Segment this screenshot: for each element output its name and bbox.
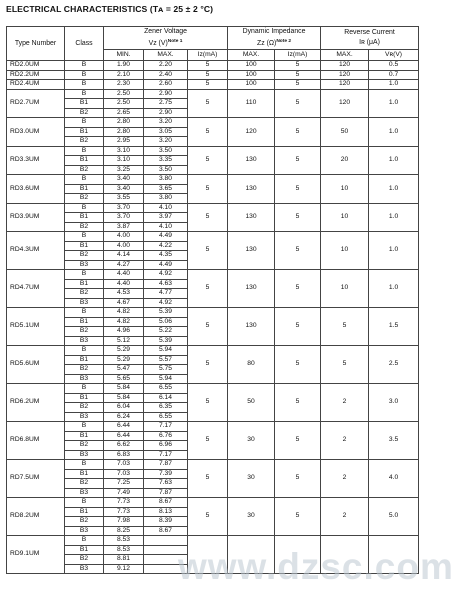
vz-max-cell: 6.96 — [144, 441, 188, 451]
class-cell: B — [65, 422, 104, 432]
class-cell: B — [65, 460, 104, 470]
type-number-cell: RD4.3UM — [7, 232, 65, 270]
vz-max-cell: 7.39 — [144, 469, 188, 479]
reverse-current-label: Reverse Current — [344, 29, 395, 36]
zz-max-cell: 30 — [228, 498, 275, 536]
vz-max-cell: 5.75 — [144, 365, 188, 375]
vz-min-cell: 7.73 — [104, 507, 144, 517]
class-cell: B2 — [65, 137, 104, 147]
zz-max-cell: 110 — [228, 89, 275, 118]
vz-max-cell: 7.17 — [144, 422, 188, 432]
col-header-min: MIN. — [104, 50, 144, 61]
zz-iz-cell: 5 — [275, 422, 321, 460]
vz-max-cell: 4.63 — [144, 279, 188, 289]
iz-cell: 5 — [188, 232, 228, 270]
vz-min-cell: 2.80 — [104, 127, 144, 137]
vr-cell: 1.0 — [369, 232, 419, 270]
table-row — [7, 203, 419, 213]
vz-max-cell: 6.55 — [144, 384, 188, 394]
vz-max-cell: 2.75 — [144, 99, 188, 109]
vz-max-cell: 3.20 — [144, 137, 188, 147]
type-number-cell: RD4.7UM — [7, 270, 65, 308]
class-cell: B2 — [65, 251, 104, 261]
vz-min-cell: 4.00 — [104, 232, 144, 242]
vz-min-cell: 2.30 — [104, 80, 144, 90]
table-row — [7, 498, 419, 508]
iz-cell: 5 — [188, 70, 228, 80]
class-cell: B1 — [65, 99, 104, 109]
table-row — [7, 384, 419, 394]
class-cell: B2 — [65, 165, 104, 175]
vz-max-cell: 8.39 — [144, 517, 188, 527]
electrical-characteristics-table — [6, 26, 419, 574]
class-cell: B3 — [65, 336, 104, 346]
class-cell: B3 — [65, 260, 104, 270]
class-cell: B3 — [65, 298, 104, 308]
vz-min-cell: 9.12 — [104, 564, 144, 574]
vz-max-cell: 8.13 — [144, 507, 188, 517]
zz-max-cell: 130 — [228, 146, 275, 175]
col-header-iz: Iz(mA) — [188, 50, 228, 61]
vz-min-cell: 3.87 — [104, 222, 144, 232]
ir-max-cell: 120 — [321, 80, 369, 90]
vz-min-cell: 3.70 — [104, 213, 144, 223]
vz-max-cell: 7.87 — [144, 488, 188, 498]
vz-min-cell: 5.29 — [104, 346, 144, 356]
vz-max-cell: 4.10 — [144, 203, 188, 213]
class-cell: B1 — [65, 127, 104, 137]
zz-iz-cell: 5 — [275, 80, 321, 90]
vz-max-cell: 6.55 — [144, 412, 188, 422]
vz-min-cell: 5.65 — [104, 374, 144, 384]
type-number-cell: RD3.0UM — [7, 118, 65, 147]
reverse-current-symbol: Iʀ (μA) — [359, 39, 380, 46]
class-cell: B1 — [65, 507, 104, 517]
ir-max-cell: 120 — [321, 61, 369, 71]
vz-min-cell: 7.03 — [104, 469, 144, 479]
iz-cell: 5 — [188, 346, 228, 384]
vz-min-cell: 8.53 — [104, 536, 144, 546]
zz-max-cell: 50 — [228, 384, 275, 422]
class-cell: B1 — [65, 545, 104, 555]
class-cell: B2 — [65, 441, 104, 451]
vr-cell: 1.0 — [369, 203, 419, 232]
col-header-class: Class — [65, 27, 104, 61]
vz-max-cell: 4.35 — [144, 251, 188, 261]
zz-max-cell: 80 — [228, 346, 275, 384]
vr-cell: 1.0 — [369, 146, 419, 175]
iz-cell: 5 — [188, 460, 228, 498]
class-cell: B2 — [65, 479, 104, 489]
vz-min-cell: 8.25 — [104, 526, 144, 536]
vz-max-cell: 4.49 — [144, 232, 188, 242]
vz-max-cell: 4.10 — [144, 222, 188, 232]
vz-min-cell: 2.95 — [104, 137, 144, 147]
vz-max-cell: 3.05 — [144, 127, 188, 137]
vz-min-cell: 3.70 — [104, 203, 144, 213]
class-cell: B3 — [65, 526, 104, 536]
note-2: Note 2 — [276, 39, 292, 44]
vz-min-cell: 4.40 — [104, 279, 144, 289]
col-header-zz-max: MAX. — [228, 50, 275, 61]
ir-max-cell: 2 — [321, 460, 369, 498]
zz-iz-cell: 5 — [275, 308, 321, 346]
class-cell: B2 — [65, 403, 104, 413]
type-number-cell: RD9.1UM — [7, 536, 65, 574]
vz-max-cell: 3.80 — [144, 194, 188, 204]
vz-max-cell: 4.92 — [144, 270, 188, 280]
vz-min-cell: 3.40 — [104, 175, 144, 185]
class-cell: B2 — [65, 327, 104, 337]
vz-min-cell: 2.80 — [104, 118, 144, 128]
vz-max-cell: 7.87 — [144, 460, 188, 470]
vz-max-cell: 4.49 — [144, 260, 188, 270]
page-title: ELECTRICAL CHARACTERISTICS (Tᴀ = 25 ± 2 °C) — [6, 4, 214, 14]
iz-cell: 5 — [188, 422, 228, 460]
vz-max-cell: 2.60 — [144, 80, 188, 90]
class-cell: B — [65, 270, 104, 280]
vz-min-cell: 3.25 — [104, 165, 144, 175]
table-body — [7, 61, 419, 574]
vz-max-cell: 4.92 — [144, 298, 188, 308]
vz-min-cell: 5.84 — [104, 384, 144, 394]
vz-max-cell: 8.67 — [144, 498, 188, 508]
type-number-cell: RD3.9UM — [7, 203, 65, 232]
iz-cell: 5 — [188, 498, 228, 536]
vz-max-cell: 5.22 — [144, 327, 188, 337]
vz-min-cell: 6.04 — [104, 403, 144, 413]
ir-max-cell: 10 — [321, 203, 369, 232]
iz-cell: 5 — [188, 384, 228, 422]
iz-cell: 5 — [188, 308, 228, 346]
vz-min-cell: 4.27 — [104, 260, 144, 270]
iz-cell: 5 — [188, 80, 228, 90]
class-cell: B2 — [65, 555, 104, 565]
vz-min-cell: 6.44 — [104, 422, 144, 432]
class-cell: B2 — [65, 517, 104, 527]
vz-max-cell: 2.90 — [144, 89, 188, 99]
type-number-cell: RD3.6UM — [7, 175, 65, 204]
vr-cell: 0.7 — [369, 70, 419, 80]
vz-max-cell: 3.20 — [144, 118, 188, 128]
zz-iz-cell: 5 — [275, 346, 321, 384]
zz-iz-cell: 5 — [275, 175, 321, 204]
iz-cell: 5 — [188, 61, 228, 71]
zz-max-cell: 100 — [228, 61, 275, 71]
class-cell: B — [65, 70, 104, 80]
type-number-cell: RD3.3UM — [7, 146, 65, 175]
vz-min-cell: 7.49 — [104, 488, 144, 498]
col-header-max: MAX. — [144, 50, 188, 61]
col-header-vr: Vʀ(V) — [369, 50, 419, 61]
ir-max-cell: 120 — [321, 89, 369, 118]
table-row — [7, 80, 419, 90]
vz-max-cell: 8.67 — [144, 526, 188, 536]
vz-min-cell: 5.84 — [104, 393, 144, 403]
class-cell: B3 — [65, 374, 104, 384]
vr-cell: 1.0 — [369, 175, 419, 204]
table-row — [7, 536, 419, 546]
vz-min-cell: 6.44 — [104, 431, 144, 441]
class-cell: B1 — [65, 156, 104, 166]
class-cell: B1 — [65, 355, 104, 365]
iz-cell: 5 — [188, 118, 228, 147]
zz-iz-cell: 5 — [275, 384, 321, 422]
vz-max-cell: 4.77 — [144, 289, 188, 299]
class-cell: B2 — [65, 194, 104, 204]
class-cell: B — [65, 536, 104, 546]
class-cell: B1 — [65, 241, 104, 251]
vr-cell: 1.0 — [369, 89, 419, 118]
zener-voltage-symbol: Vz (V) — [148, 40, 168, 47]
vz-min-cell: 2.50 — [104, 99, 144, 109]
ir-max-cell: 120 — [321, 70, 369, 80]
class-cell: B1 — [65, 279, 104, 289]
zz-max-cell: 130 — [228, 270, 275, 308]
vz-max-cell: 7.63 — [144, 479, 188, 489]
zz-max-cell: 130 — [228, 203, 275, 232]
vz-min-cell: 8.53 — [104, 545, 144, 555]
class-cell: B3 — [65, 450, 104, 460]
zz-max-cell: 100 — [228, 70, 275, 80]
vz-max-cell: 6.14 — [144, 393, 188, 403]
class-cell: B1 — [65, 213, 104, 223]
vz-min-cell: 6.83 — [104, 450, 144, 460]
type-number-cell: RD6.2UM — [7, 384, 65, 422]
vz-max-cell: 2.90 — [144, 108, 188, 118]
ir-max-cell: 10 — [321, 175, 369, 204]
class-cell: B — [65, 308, 104, 318]
vr-cell: 4.0 — [369, 460, 419, 498]
dynamic-impedance-symbol: Zz (Ω) — [257, 40, 277, 47]
zz-iz-cell: 5 — [275, 460, 321, 498]
vz-max-cell: 5.39 — [144, 336, 188, 346]
type-number-cell: RD7.5UM — [7, 460, 65, 498]
ir-max-cell: 2 — [321, 384, 369, 422]
vz-min-cell: 4.40 — [104, 270, 144, 280]
table-row — [7, 232, 419, 242]
vz-min-cell: 5.12 — [104, 336, 144, 346]
table-row — [7, 346, 419, 356]
vz-max-cell: 5.39 — [144, 308, 188, 318]
note-1: Note 1 — [167, 39, 183, 44]
col-header-dynamic-impedance — [228, 27, 321, 50]
vz-max-cell: 5.94 — [144, 374, 188, 384]
vr-cell: 1.5 — [369, 308, 419, 346]
vr-cell: 0.5 — [369, 61, 419, 71]
vz-min-cell: 4.53 — [104, 289, 144, 299]
col-header-type: Type Number — [7, 27, 65, 61]
iz-cell: 5 — [188, 146, 228, 175]
vz-max-cell: 2.20 — [144, 61, 188, 71]
vr-cell: 2.5 — [369, 346, 419, 384]
class-cell: B — [65, 203, 104, 213]
table-row — [7, 146, 419, 156]
class-cell: B1 — [65, 469, 104, 479]
zz-iz-cell: 5 — [275, 118, 321, 147]
ir-max-cell: 10 — [321, 232, 369, 270]
iz-cell: 5 — [188, 270, 228, 308]
zz-max-cell: 100 — [228, 80, 275, 90]
vz-min-cell: 4.14 — [104, 251, 144, 261]
zz-max-cell: 120 — [228, 118, 275, 147]
vz-min-cell: 7.73 — [104, 498, 144, 508]
vr-cell: 1.0 — [369, 80, 419, 90]
type-number-cell: RD2.2UM — [7, 70, 65, 80]
vz-min-cell: 5.29 — [104, 355, 144, 365]
type-number-cell: RD2.0UM — [7, 61, 65, 71]
watermark: www.dzsc.com — [178, 546, 454, 587]
vr-cell: 1.0 — [369, 118, 419, 147]
vz-min-cell: 3.10 — [104, 146, 144, 156]
type-number-cell: RD6.8UM — [7, 422, 65, 460]
vz-min-cell: 8.81 — [104, 555, 144, 565]
table-row — [7, 175, 419, 185]
class-cell: B — [65, 175, 104, 185]
vz-min-cell: 2.10 — [104, 70, 144, 80]
table-row — [7, 61, 419, 71]
class-cell: B — [65, 146, 104, 156]
vz-min-cell: 7.98 — [104, 517, 144, 527]
vz-min-cell: 4.00 — [104, 241, 144, 251]
table-row — [7, 70, 419, 80]
table-row — [7, 118, 419, 128]
vz-min-cell: 2.50 — [104, 89, 144, 99]
type-number-cell: RD8.2UM — [7, 498, 65, 536]
zz-iz-cell: 5 — [275, 498, 321, 536]
class-cell: B1 — [65, 393, 104, 403]
ir-max-cell: 5 — [321, 308, 369, 346]
vz-max-cell: 3.35 — [144, 156, 188, 166]
ir-max-cell: 50 — [321, 118, 369, 147]
zz-iz-cell: 5 — [275, 70, 321, 80]
class-cell: B3 — [65, 412, 104, 422]
ir-max-cell: 2 — [321, 498, 369, 536]
vz-max-cell: 3.65 — [144, 184, 188, 194]
vz-min-cell: 6.62 — [104, 441, 144, 451]
table-row — [7, 89, 419, 99]
vz-max-cell: 4.22 — [144, 241, 188, 251]
vz-min-cell: 6.24 — [104, 412, 144, 422]
zener-voltage-label: Zener Voltage — [144, 28, 187, 35]
vz-max-cell: 3.50 — [144, 165, 188, 175]
vz-min-cell: 7.03 — [104, 460, 144, 470]
table-row — [7, 270, 419, 280]
zz-iz-cell: 5 — [275, 61, 321, 71]
class-cell: B2 — [65, 289, 104, 299]
vz-max-cell: 5.94 — [144, 346, 188, 356]
iz-cell: 5 — [188, 175, 228, 204]
class-cell: B — [65, 384, 104, 394]
type-number-cell: RD5.1UM — [7, 308, 65, 346]
vz-max-cell: 3.80 — [144, 175, 188, 185]
vz-min-cell: 2.65 — [104, 108, 144, 118]
type-number-cell: RD2.4UM — [7, 80, 65, 90]
vz-min-cell: 5.47 — [104, 365, 144, 375]
vz-max-cell: 5.57 — [144, 355, 188, 365]
class-cell: B — [65, 80, 104, 90]
ir-max-cell: 20 — [321, 146, 369, 175]
vz-min-cell: 1.90 — [104, 61, 144, 71]
class-cell: B — [65, 498, 104, 508]
vz-min-cell: 4.82 — [104, 308, 144, 318]
vz-max-cell: 7.17 — [144, 450, 188, 460]
class-cell: B — [65, 232, 104, 242]
vz-max-cell: 5.06 — [144, 317, 188, 327]
class-cell: B2 — [65, 365, 104, 375]
vr-cell: 3.0 — [369, 384, 419, 422]
zz-iz-cell: 5 — [275, 270, 321, 308]
iz-cell: 5 — [188, 89, 228, 118]
class-cell: B1 — [65, 317, 104, 327]
vz-min-cell: 3.55 — [104, 194, 144, 204]
class-cell: B2 — [65, 222, 104, 232]
table-row — [7, 460, 419, 470]
zz-iz-cell: 5 — [275, 203, 321, 232]
vz-max-cell: 6.35 — [144, 403, 188, 413]
class-cell: B — [65, 61, 104, 71]
class-cell: B1 — [65, 184, 104, 194]
vz-max-cell: 2.40 — [144, 70, 188, 80]
class-cell: B2 — [65, 108, 104, 118]
class-cell: B1 — [65, 431, 104, 441]
vr-cell: 3.5 — [369, 422, 419, 460]
col-header-zz-iz: Iz(mA) — [275, 50, 321, 61]
dynamic-impedance-label: Dynamic Impedance — [242, 28, 306, 35]
col-header-ir-max: MAX. — [321, 50, 369, 61]
table-row — [7, 308, 419, 318]
ir-max-cell: 10 — [321, 270, 369, 308]
vz-min-cell: 7.25 — [104, 479, 144, 489]
vz-min-cell: 4.82 — [104, 317, 144, 327]
type-number-cell: RD2.7UM — [7, 89, 65, 118]
zz-max-cell: 130 — [228, 232, 275, 270]
vz-min-cell: 3.40 — [104, 184, 144, 194]
ir-max-cell: 5 — [321, 346, 369, 384]
vr-cell: 5.0 — [369, 498, 419, 536]
class-cell: B3 — [65, 564, 104, 574]
zz-max-cell: 130 — [228, 175, 275, 204]
vz-min-cell: 3.10 — [104, 156, 144, 166]
table-row — [7, 422, 419, 432]
class-cell: B — [65, 89, 104, 99]
vz-min-cell: 4.67 — [104, 298, 144, 308]
zz-iz-cell: 5 — [275, 89, 321, 118]
vr-cell: 1.0 — [369, 270, 419, 308]
zz-max-cell: 130 — [228, 308, 275, 346]
col-header-reverse-current — [321, 27, 419, 50]
class-cell: B3 — [65, 488, 104, 498]
vz-min-cell: 4.96 — [104, 327, 144, 337]
vz-max-cell: 6.76 — [144, 431, 188, 441]
class-cell: B — [65, 118, 104, 128]
vz-max-cell: 3.50 — [144, 146, 188, 156]
zz-iz-cell: 5 — [275, 146, 321, 175]
class-cell: B — [65, 346, 104, 356]
vz-max-cell — [144, 536, 188, 546]
col-header-zener-voltage — [104, 27, 228, 50]
zz-max-cell: 30 — [228, 460, 275, 498]
type-number-cell: RD5.6UM — [7, 346, 65, 384]
zz-iz-cell: 5 — [275, 232, 321, 270]
ir-max-cell: 2 — [321, 422, 369, 460]
zz-max-cell: 30 — [228, 422, 275, 460]
iz-cell: 5 — [188, 203, 228, 232]
vz-max-cell: 3.97 — [144, 213, 188, 223]
